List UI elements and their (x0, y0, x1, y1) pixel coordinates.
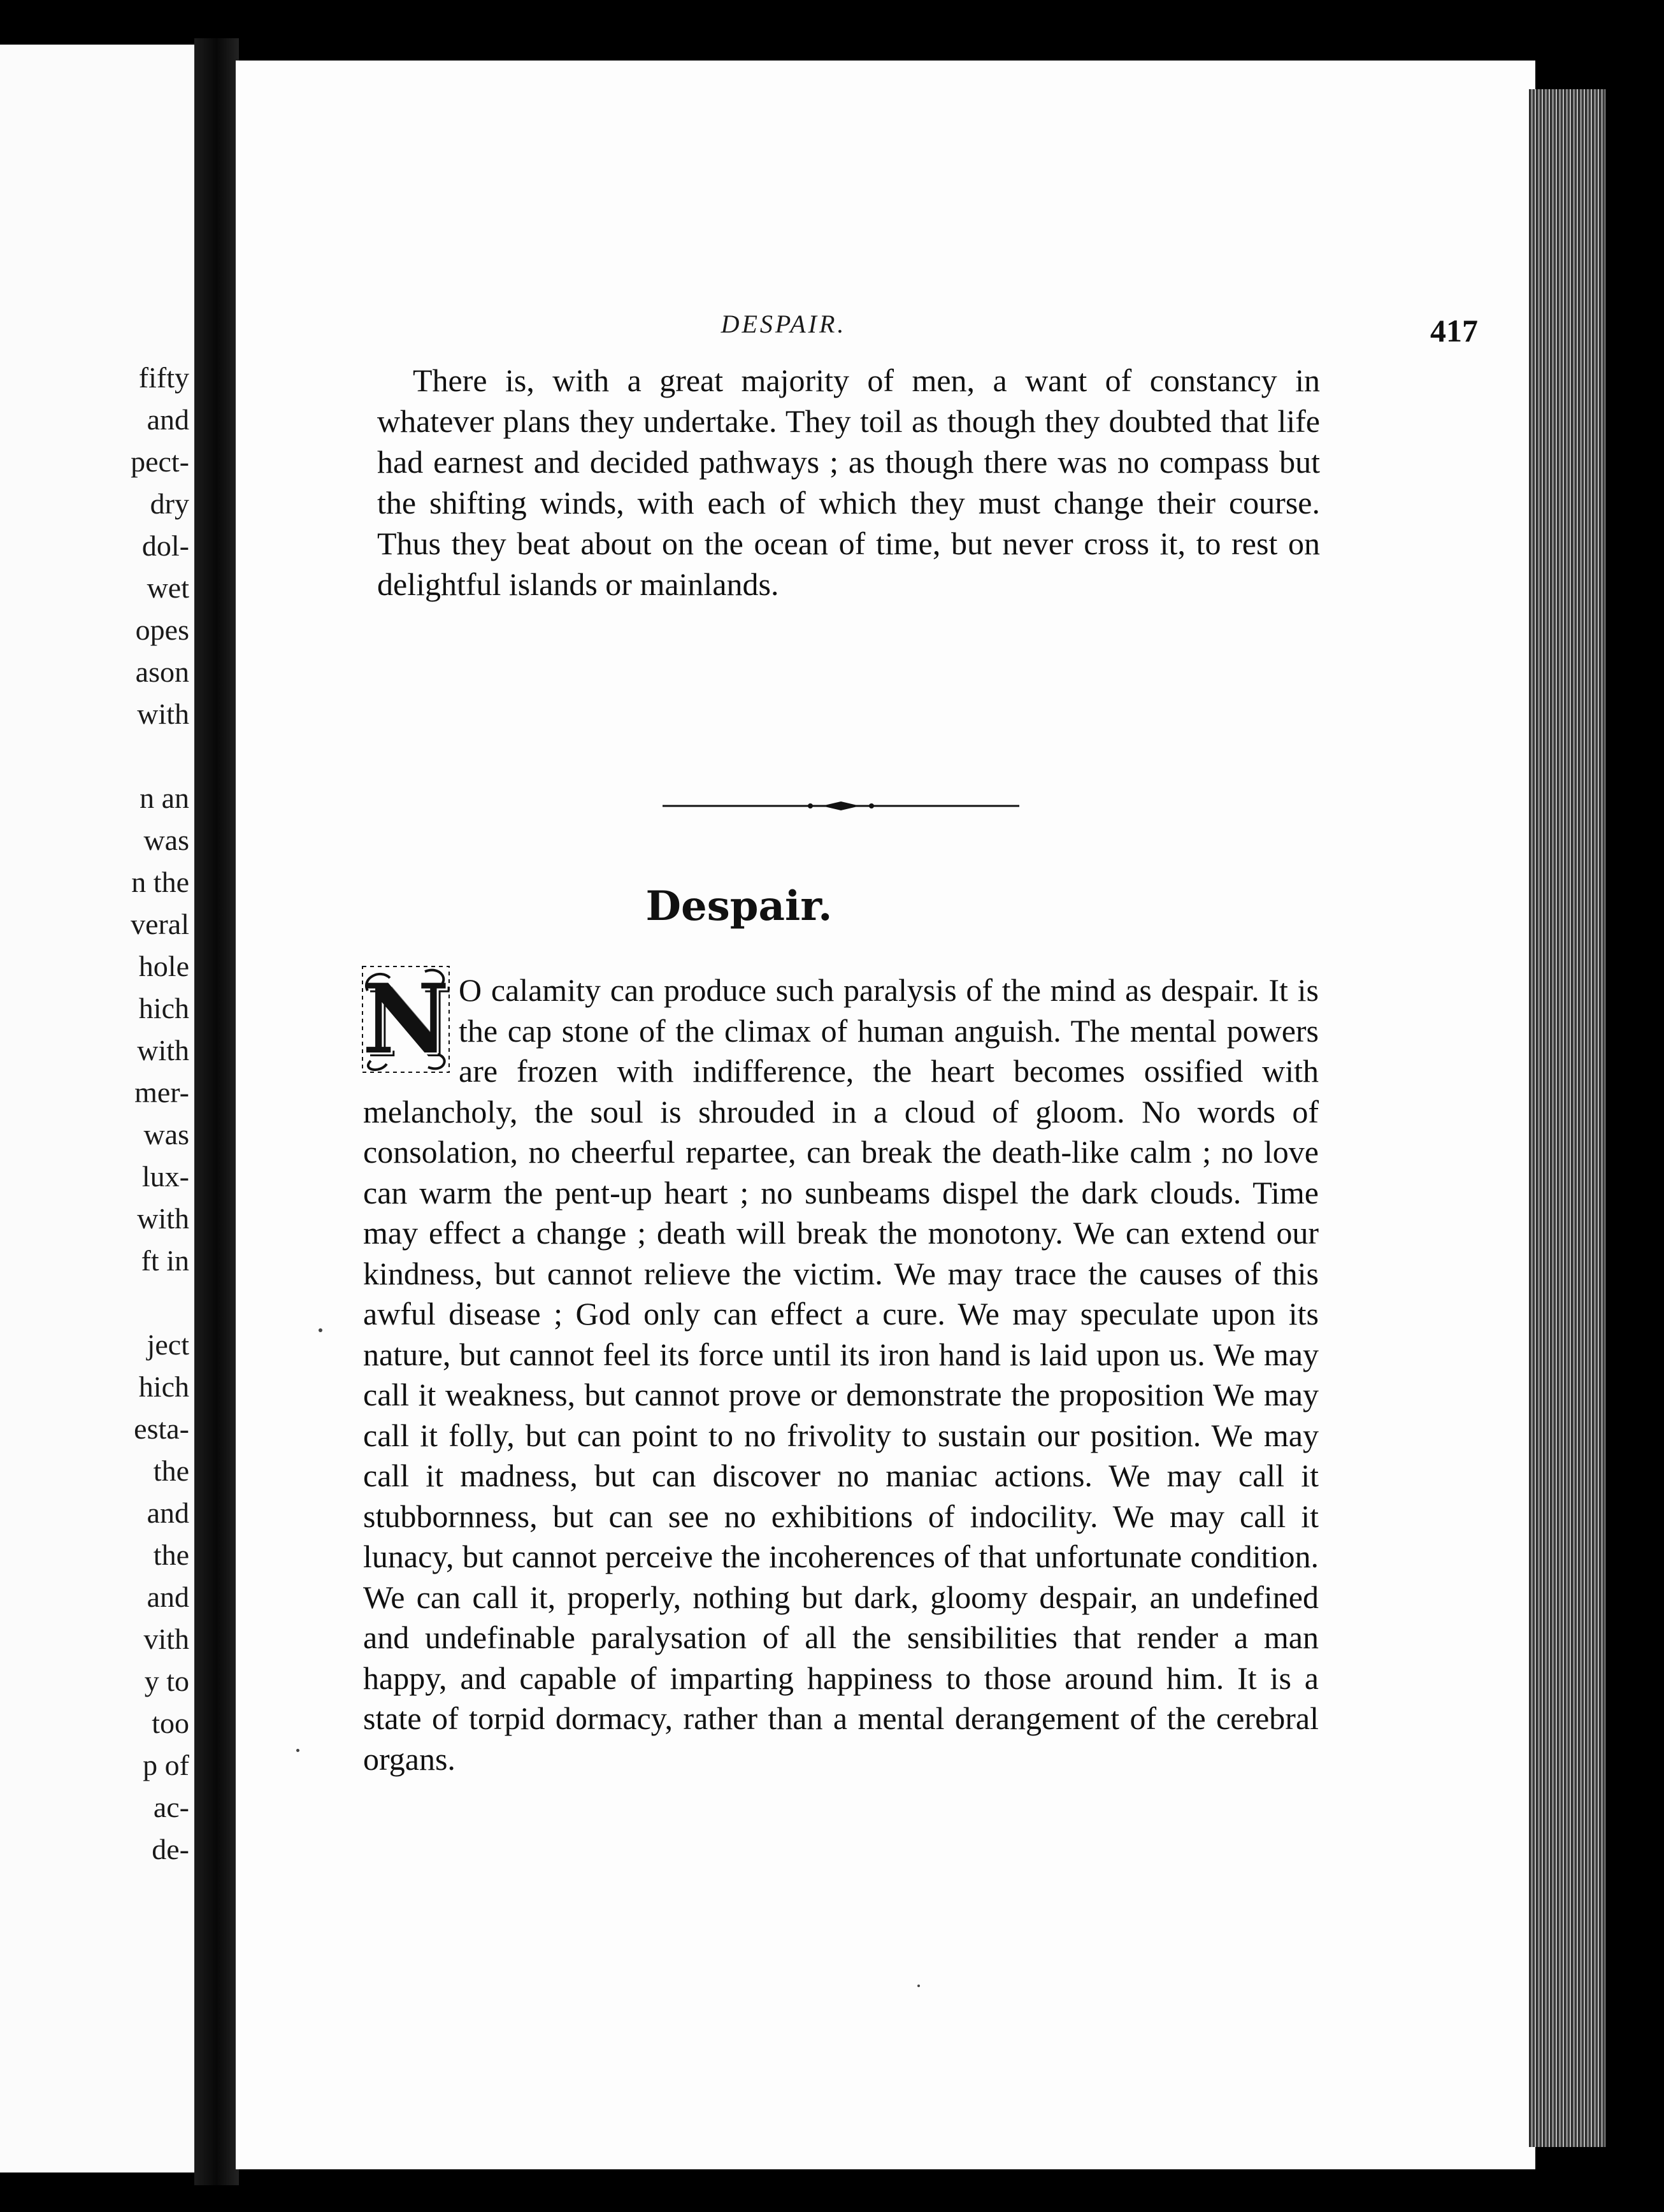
left-page-line: wet (147, 571, 189, 604)
left-page-line: ft in (141, 1244, 189, 1277)
left-page-line: dry (150, 487, 189, 520)
chapter-title: Despair. (645, 882, 833, 930)
body-text: O calamity can produce such paralysis of the mind as despair. It is the cap stone of the climax of human anguish. The mental powers are frozen with indifference, the heart becomes ossified with melancholy, the soul is shrouded in a cloud of gloom. No words of consolation, no cheerful repartee, can break the death-like calm ; no love can warm the pent-up heart ; no sunbeams dispel the dark clouds. Time may effect a change ; death will break the monotony. We can extend our kindness, but cannot relieve the victim. We may trace the causes of this awful disease ; God only can effect a cure. We may speculate upon its nature, but cannot feel its force until its iron hand is laid upon us. We may call it weakness, but cannot prove or demonstrate the proposition We may call it folly, but can point to no frivolity to sustain our position. We may call it madness, but can discover no maniac actions. We may call it stubbornness, but can see no exhibitions of indocility. We may call it lunacy, but cannot perceive the incoherences of that unfortunate condition. We can call it, properly, nothing but dark, gloomy despair, an undefined and undefinable paralysation of all the sensibilities that render a man happy, and capable of imparting happiness to those around him. It is a state of torpid dormacy, rather than a mental derangement of the cerebral organs. (363, 972, 1319, 1777)
left-page-line: vith (143, 1623, 189, 1655)
left-page-line: y to (144, 1665, 189, 1697)
left-page-text-fragments (131, 357, 189, 1871)
left-page-line: dol- (141, 529, 189, 562)
left-page-line: hich (138, 992, 189, 1024)
left-page-line: veral (131, 908, 189, 940)
book-fore-edge (1529, 89, 1605, 2147)
left-page-line: with (137, 698, 189, 730)
paper-speck (296, 1749, 299, 1752)
left-page-line: fifty (138, 361, 189, 394)
left-page-line: ason (135, 656, 189, 688)
left-page-line: was (143, 1118, 189, 1151)
left-page-line: was (143, 824, 189, 856)
left-page-line: pect- (131, 445, 189, 478)
left-page-line: ject (147, 1328, 189, 1361)
left-page-line: n the (131, 866, 189, 898)
page-number: 417 (1430, 313, 1478, 348)
left-page-line: esta- (134, 1412, 189, 1445)
left-page-line: opes (135, 614, 189, 646)
left-page-line: ac- (153, 1791, 189, 1823)
book-page (236, 61, 1535, 2169)
left-page-line: with (137, 1202, 189, 1235)
left-page-line (131, 1282, 189, 1324)
left-page-line: n an (140, 782, 189, 814)
left-page-line: hich (138, 1370, 189, 1403)
left-page-line: the (153, 1454, 189, 1487)
left-page-line: too (152, 1707, 189, 1739)
left-page-line: hole (138, 950, 189, 982)
book-gutter (194, 38, 239, 2185)
left-page-line: mer- (134, 1076, 189, 1109)
left-page-line: de- (152, 1833, 189, 1865)
left-page-line: with (137, 1034, 189, 1066)
paper-speck (319, 1328, 322, 1332)
intro-paragraph: There is, with a great majority of men, a want of constancy in whatever plans they undertake. They toil as though they doubted that life had earnest and decided pathways ; as though there was no compass but the shifting winds, with each of which they must change their course. Thus they beat about on the ocean of time, but never cross it, to rest on delightful islands or mainlands. (377, 363, 1320, 602)
left-page-line: lux- (141, 1160, 189, 1193)
drop-cap-letter: N (362, 963, 450, 1075)
paper-speck (917, 1985, 920, 1987)
left-facing-page (0, 45, 194, 2172)
left-page-line (131, 735, 189, 777)
running-head: DESPAIR. (721, 310, 847, 338)
left-page-line: and (147, 1581, 189, 1613)
section-divider-ornament (663, 800, 1019, 812)
left-page-line: p of (143, 1749, 189, 1781)
left-page-line: the (153, 1539, 189, 1571)
left-page-line: and (147, 403, 189, 436)
left-page-line: and (147, 1497, 189, 1529)
